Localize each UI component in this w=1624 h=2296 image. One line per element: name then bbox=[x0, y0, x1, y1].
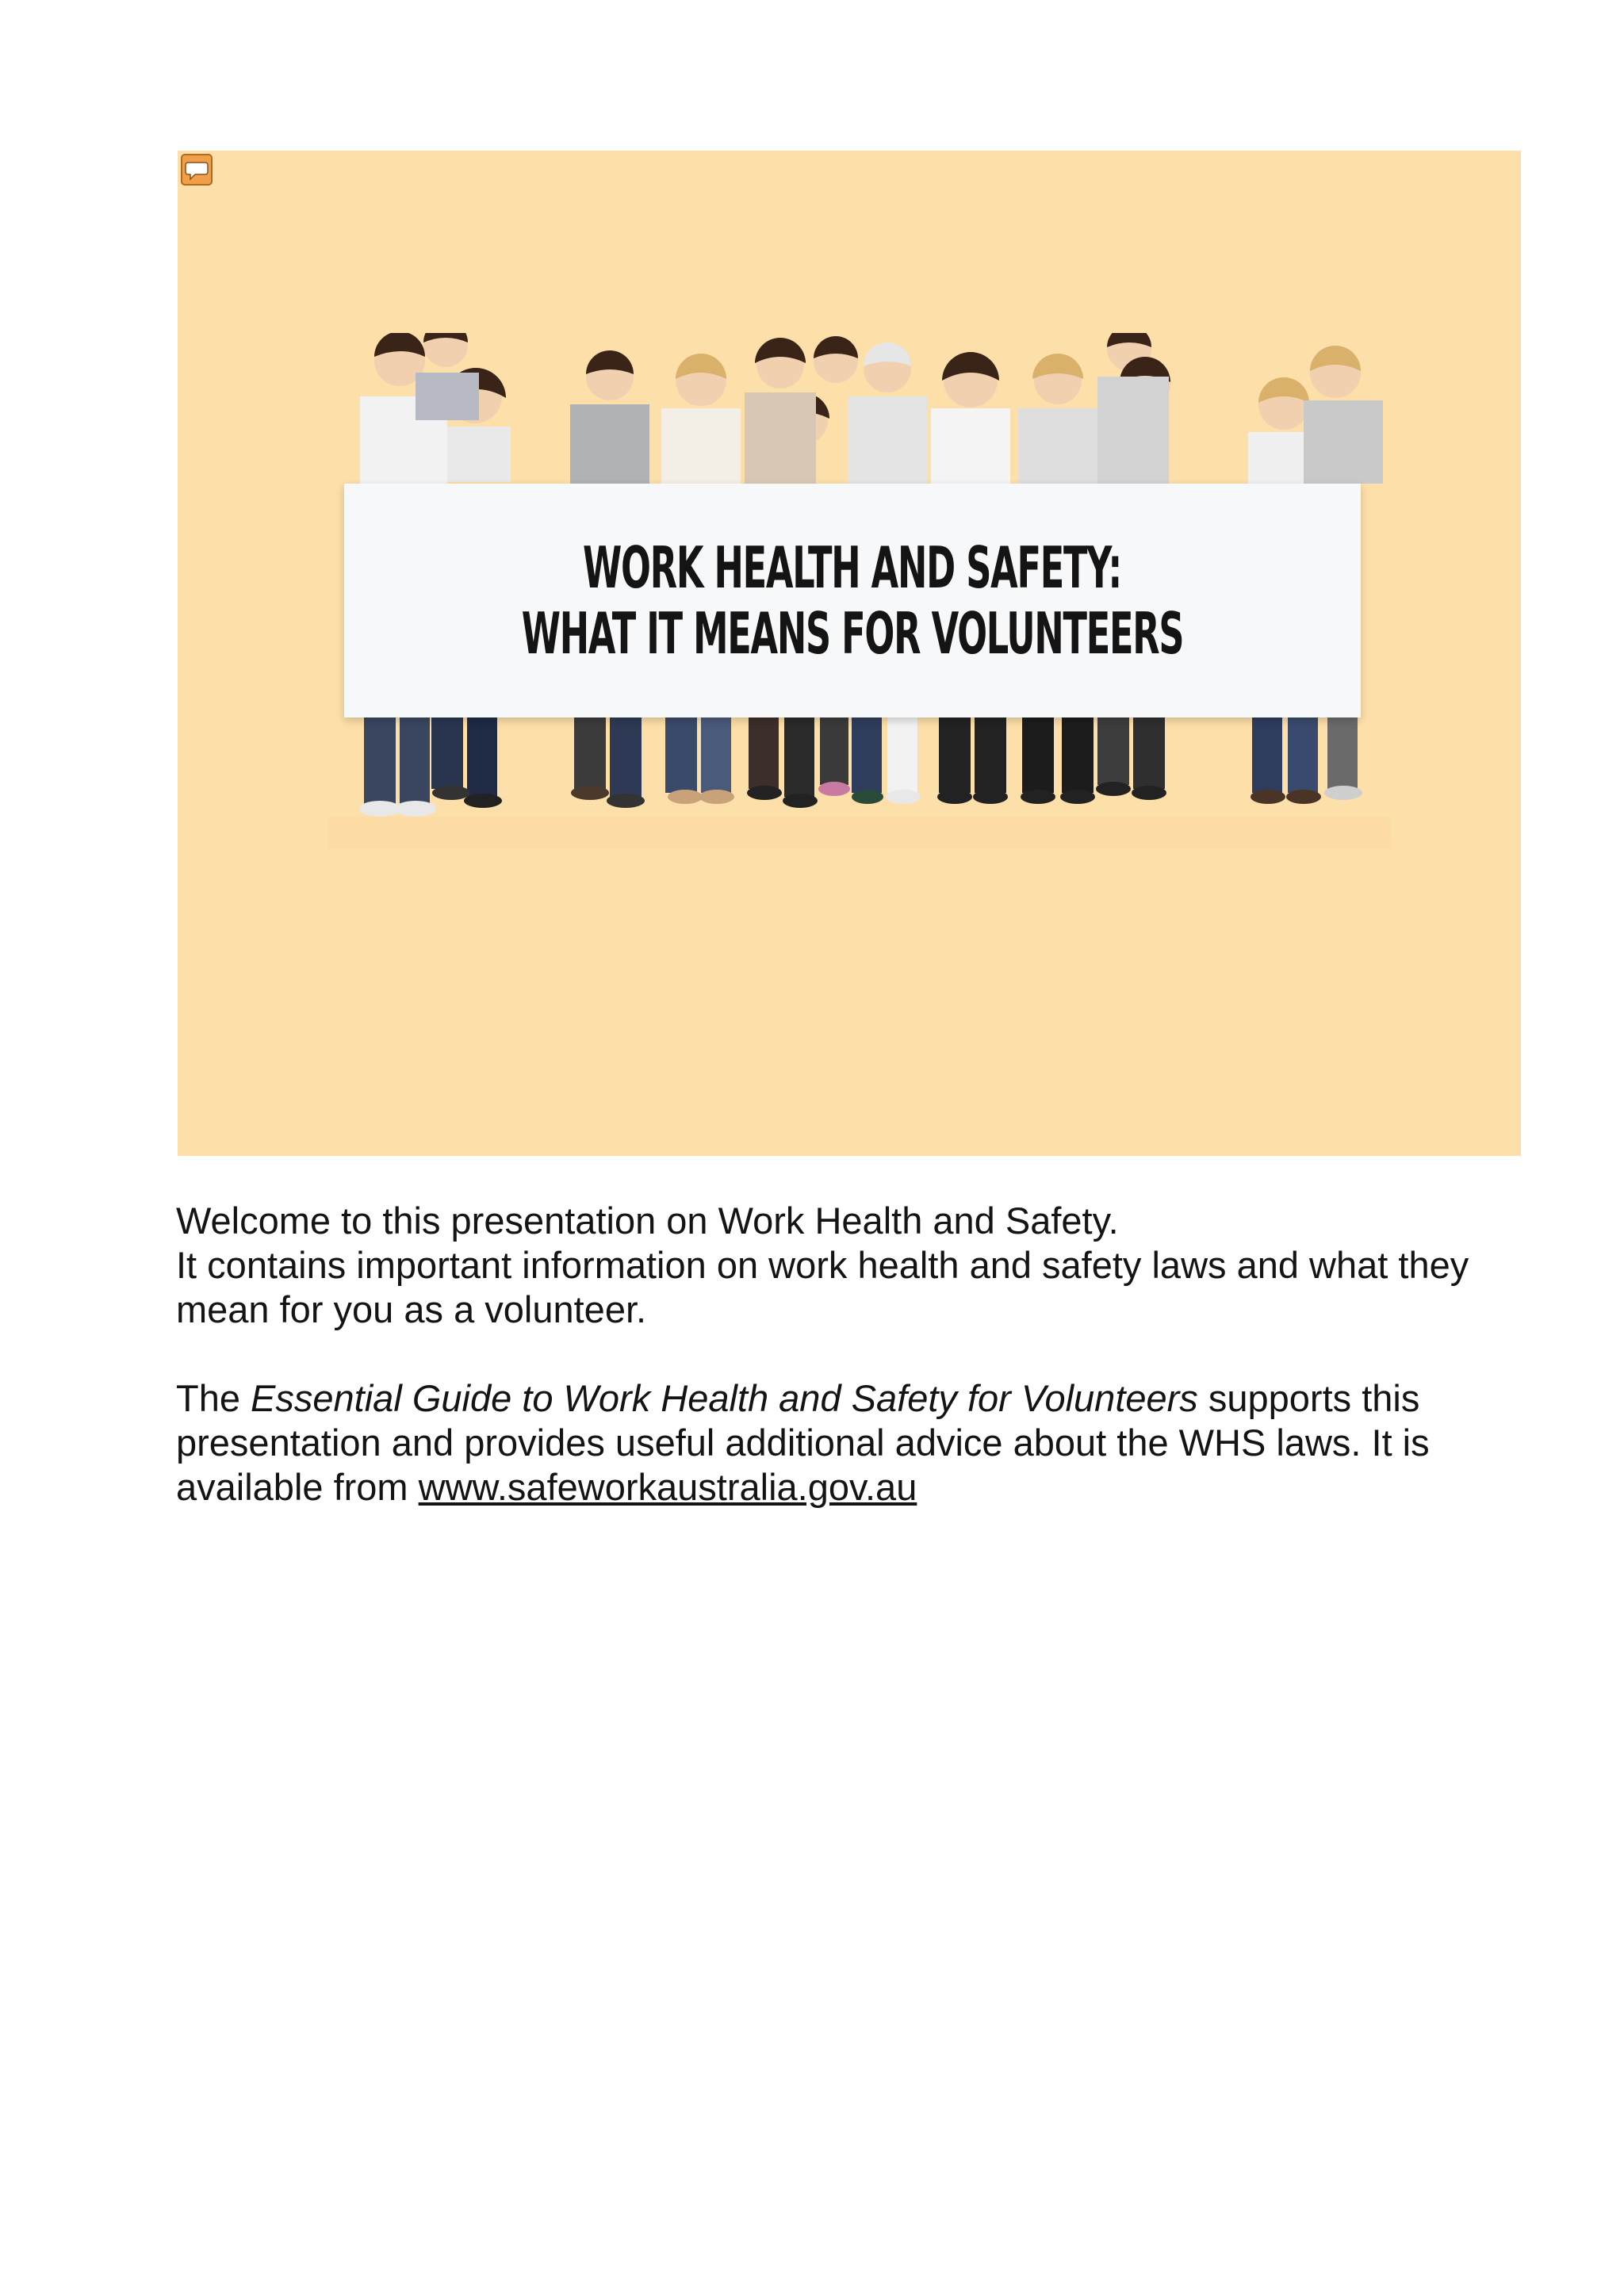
banner-line-1: WORK HEALTH AND SAFETY: bbox=[583, 534, 1122, 601]
safework-link[interactable]: www.safeworkaustralia.gov.au bbox=[418, 1466, 917, 1508]
notes-line: presentation and provides useful additional advice about the WHS laws. It is bbox=[176, 1422, 1430, 1464]
notes-line: It contains important information on work health and safety laws and what they bbox=[176, 1244, 1469, 1286]
notes-line bbox=[176, 1465, 1540, 1510]
notes-text: The bbox=[176, 1377, 251, 1419]
notes-text: available from bbox=[176, 1466, 419, 1508]
notes-line: Welcome to this presentation on Work Health and Safety. bbox=[176, 1200, 1119, 1242]
paragraph-gap bbox=[176, 1332, 1540, 1376]
guide-title: Essential Guide to Work Health and Safety for Volunteers bbox=[251, 1377, 1198, 1419]
notes-line: mean for you as a volunteer. bbox=[176, 1288, 647, 1330]
notes-line bbox=[176, 1376, 1540, 1421]
slide-image bbox=[178, 151, 1521, 1156]
speaker-notes bbox=[176, 1199, 1540, 1510]
floor-reflection bbox=[328, 817, 1391, 848]
banner-line-2: WHAT IT MEANS FOR VOLUNTEERS bbox=[521, 599, 1184, 667]
banner bbox=[344, 484, 1361, 718]
crowd-bodies bbox=[360, 373, 1383, 484]
notes-text: supports this bbox=[1197, 1377, 1420, 1419]
speech-bubble-icon[interactable] bbox=[181, 154, 213, 186]
